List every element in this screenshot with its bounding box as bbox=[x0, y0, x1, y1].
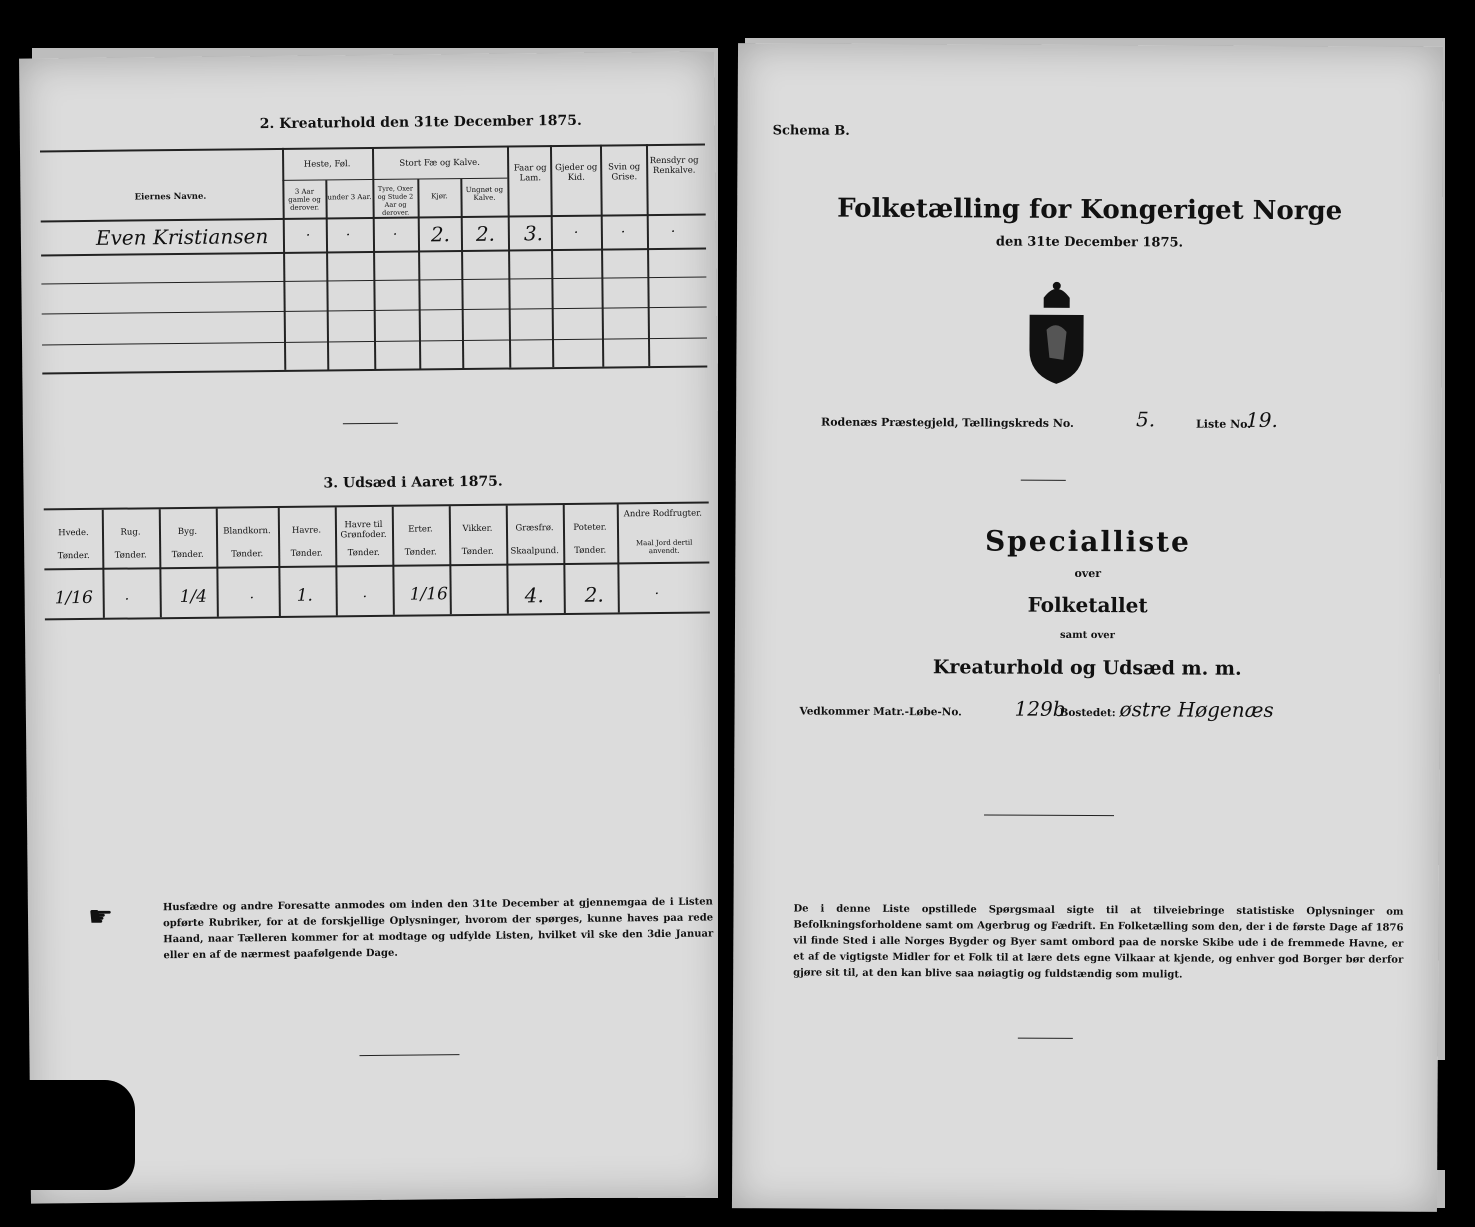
separator bbox=[343, 423, 398, 425]
table1-col-rule bbox=[372, 147, 376, 369]
unit-label: Tønder. bbox=[290, 548, 323, 559]
table2-col-rule bbox=[278, 508, 281, 616]
unit-label: Tønder. bbox=[347, 547, 380, 559]
erter-value: 1/16 bbox=[409, 584, 448, 605]
col-faar-header: Faar og Lam. bbox=[513, 163, 547, 184]
col-stort-c-header: Ungnøt og Kalve. bbox=[465, 185, 504, 202]
blandkorn-value: . bbox=[249, 586, 255, 603]
table2-col-rule bbox=[506, 506, 509, 614]
col-stort-a-header: Tyre, Oxer og Stude 2 Aar og derover. bbox=[377, 184, 414, 217]
table1-col-rule bbox=[646, 144, 650, 366]
havre-value: 1. bbox=[296, 585, 314, 606]
rug-header: Rug. bbox=[120, 527, 141, 538]
table1-subheader-rule bbox=[282, 178, 507, 181]
faar-value: 3. bbox=[523, 221, 544, 246]
heste-b-value: . bbox=[345, 223, 351, 240]
table1-col-rule bbox=[282, 148, 286, 370]
rug-value: . bbox=[124, 587, 130, 604]
unit-label: Tønder. bbox=[231, 549, 264, 560]
havre-gronfoder-header: Havre til Grønfoder. bbox=[340, 519, 387, 541]
table2-col-rule bbox=[563, 505, 566, 613]
gjeder-value: . bbox=[573, 220, 579, 237]
unit-label: Tønder. bbox=[57, 550, 90, 562]
kreaturhold-heading: Kreaturhold og Udsæd m. m. bbox=[932, 656, 1242, 680]
byg-header: Byg. bbox=[177, 526, 198, 538]
unit-label: Tønder. bbox=[171, 549, 204, 561]
liste-label: Liste No. bbox=[1196, 417, 1252, 431]
havre-gronfoder-value: . bbox=[362, 585, 368, 602]
kreds-no: 5. bbox=[1136, 407, 1156, 432]
binding-clip bbox=[0, 1080, 135, 1190]
specialliste-title: Specialliste bbox=[984, 524, 1191, 559]
table2-col-rule bbox=[392, 507, 395, 615]
schema-label: Schema B. bbox=[772, 123, 850, 139]
kjor-value: 2. bbox=[430, 222, 451, 247]
rensdyr-value: . bbox=[670, 219, 676, 236]
book-gutter bbox=[718, 40, 732, 1220]
matr-no: 129b bbox=[1014, 696, 1066, 721]
graesfro-header: Græsfrø. bbox=[515, 523, 554, 534]
col-stort-b-header: Kjør. bbox=[431, 192, 448, 201]
unit-label: Tønder. bbox=[404, 547, 437, 558]
rodfrugter-value: . bbox=[654, 581, 660, 599]
table2-col-rule bbox=[159, 509, 162, 617]
col-gjeder-header: Gjeder og Kid. bbox=[555, 162, 598, 183]
separator bbox=[359, 1054, 459, 1056]
havre-header: Havre. bbox=[291, 525, 322, 536]
col-owner-header: Eiernes Navne. bbox=[134, 191, 207, 203]
svin-value: . bbox=[620, 220, 626, 237]
matr-label: Vedkommer Matr.-Løbe-No. bbox=[799, 705, 962, 719]
byg-value: 1/4 bbox=[179, 586, 208, 608]
unit-label: Maal Jord dertil anvendt. bbox=[635, 538, 693, 556]
samt-over-label: samt over bbox=[1059, 629, 1115, 642]
poteter-header: Poteter. bbox=[573, 522, 607, 533]
notice-text: Husfædre og andre Foresatte anmodes om inden den 31te December at gjennemgaa de i Listen opførte Rubriker, for at de forskjellige Oplysninger, hvorom der spørges, kunne haves paa rede Haand, naar Tælleren kommer for at modtage og udfylde Listen, hvilket vil ske den 3die Januar eller en af de nærmest paafølgende Dage. bbox=[162, 896, 714, 962]
table2-col-rule bbox=[449, 506, 452, 614]
unit-label: Tønder. bbox=[461, 546, 494, 558]
table2-col-rule bbox=[102, 510, 105, 618]
liste-no: 19. bbox=[1246, 407, 1278, 432]
col-heste-b-header: under 3 Aar. bbox=[327, 192, 372, 202]
separator bbox=[984, 814, 1114, 816]
over-label: over bbox=[1074, 566, 1102, 581]
intro-paragraph: De i denne Liste opstillede Spørgsmaal sigte til at tilveiebringe statistiske Oplysninger om Befolkningsforholdene samt om Agerbrug og Fædrift. En Folketælling som den, der i de første Dage af 1876 vil finde Sted i alle Norges Bygder og Byer samt ombord paa de norske Skibe ude i de fremmede Havne, er et af de vigtigste Midler for et Folk til at lære dets egne Vilkaar at kjende, og enhver god Borger bør derfor gjøre sit til, at den kan blive saa nøiagtig og fuldstændig som muligt. bbox=[793, 903, 1404, 981]
pointing-hand-icon: ☛ bbox=[87, 899, 114, 933]
ungnot-value: 2. bbox=[475, 221, 496, 246]
graesfro-value: 4. bbox=[524, 583, 544, 608]
table2-header-rule bbox=[44, 561, 709, 569]
unit-label: Tønder. bbox=[574, 545, 607, 556]
col-heste-a-header: 3 Aar gamle og derover. bbox=[288, 187, 321, 212]
hvede-value: 1/16 bbox=[54, 587, 93, 609]
kreaturhold-title: 2. Kreaturhold den 31te December 1875. bbox=[259, 112, 582, 133]
col-heste-header: Heste, Føl. bbox=[303, 159, 351, 170]
hvede-header: Hvede. bbox=[58, 527, 89, 539]
col-stort-header: Stort Fæ og Kalve. bbox=[399, 157, 480, 169]
right-page bbox=[732, 43, 1443, 1212]
col-rensdyr-header: Rensdyr og Renkalve. bbox=[649, 155, 699, 177]
owner-name: Even Kristiansen bbox=[95, 224, 269, 250]
left-page bbox=[19, 51, 726, 1203]
coat-of-arms-icon bbox=[1021, 280, 1092, 385]
heste-a-value: . bbox=[305, 223, 311, 240]
separator bbox=[1018, 1038, 1073, 1039]
rodfrugter-header: Andre Rodfrugter. bbox=[623, 508, 702, 520]
unit-label: Skaalpund. bbox=[510, 546, 559, 557]
col-svin-header: Svin og Grise. bbox=[608, 162, 641, 183]
census-date: den 31te December 1875. bbox=[995, 234, 1184, 251]
erter-header: Erter. bbox=[408, 524, 433, 535]
bostedet-value: østre Høgenæs bbox=[1119, 697, 1274, 722]
udsaed-title: 3. Udsæd i Aaret 1875. bbox=[323, 473, 503, 492]
table2-bottom-rule bbox=[45, 611, 710, 620]
table2-col-rule bbox=[216, 509, 219, 617]
poteter-value: 2. bbox=[584, 582, 604, 607]
separator bbox=[1021, 480, 1066, 481]
vikker-header: Vikker. bbox=[462, 523, 493, 535]
census-title: Folketælling for Kongeriget Norge bbox=[837, 193, 1343, 227]
blandkorn-header: Blandkorn. bbox=[223, 526, 271, 537]
unit-label: Tønder. bbox=[114, 550, 147, 561]
prestegjeld-label: Rodenæs Præstegjeld, Tællingskreds No. bbox=[821, 415, 1074, 430]
stort-a-value: . bbox=[392, 222, 398, 239]
folketallet-label: Folketallet bbox=[1027, 592, 1148, 618]
table2-col-rule bbox=[617, 504, 620, 612]
table2-top-rule bbox=[44, 501, 709, 510]
bostedet-label: Bostedet: bbox=[1059, 706, 1116, 720]
